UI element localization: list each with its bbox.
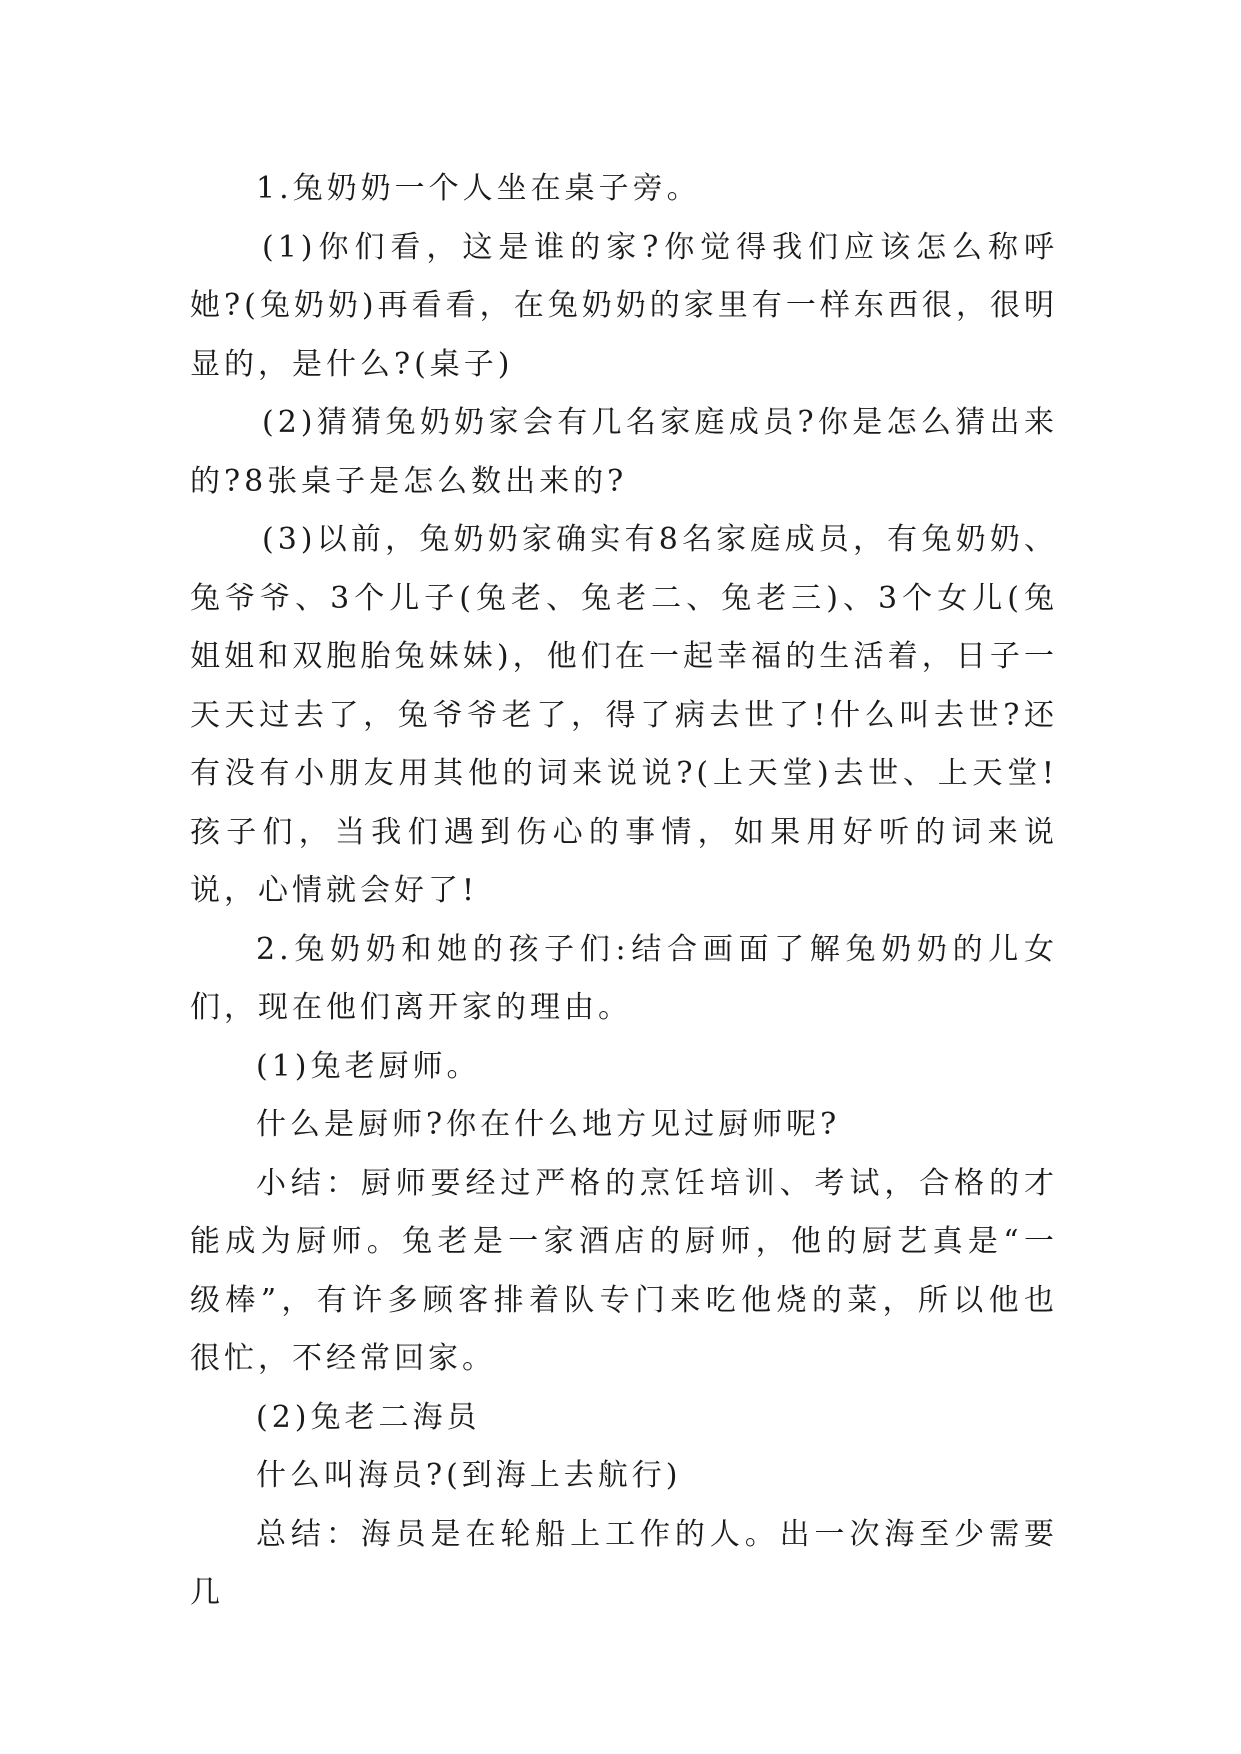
paragraph-section-1-title: 1.兔奶奶一个人坐在桌子旁。 <box>256 171 701 206</box>
paragraph-chef-summary: 小结：厨师要经过严格的烹饪培训、考试，合格的才能成为厨师。兔老是一家酒店的厨师，他的厨艺真是“一级棒”，有许多顾客排着队专门来吃他烧的菜，所以他也很忙，不经常回家。 <box>190 1165 1058 1376</box>
paragraph-chef-question: 什么是厨师?你在什么地方见过厨师呢? <box>256 1107 841 1142</box>
paragraph-subsection-sailor: (2)兔老二海员 <box>256 1399 481 1435</box>
document-body <box>190 160 1058 1623</box>
paragraph-sailor-summary: 总结：海员是在轮船上工作的人。出一次海至少需要几 <box>190 1516 1058 1610</box>
paragraph-sailor-question: 什么叫海员?(到海上去航行) <box>256 1458 682 1493</box>
paragraph-question-3: (3)以前，兔奶奶家确实有8名家庭成员，有兔奶奶、兔爷爷、3个儿子(兔老、兔老二、兔老三)、3个女儿(兔姐姐和双胞胎兔妹妹)，他们在一起幸福的生活着，日子一天天过去了，兔爷爷老了，得了病去世了!什么叫去世?还有没有小朋友用其他的词来说说?(上天堂)去世、上天堂!孩子们，当我们遇到伤心的事情，如果用好听的词来说说，心情就会好了! <box>190 522 1058 908</box>
paragraph-section-2-title: 2.兔奶奶和她的孩子们:结合画面了解兔奶奶的儿女们，现在他们离开家的理由。 <box>190 931 1058 1025</box>
paragraph-question-1: (1)你们看，这是谁的家?你觉得我们应该怎么称呼她?(兔奶奶)再看看，在兔奶奶的家里有一样东西很，很明显的，是什么?(桌子) <box>190 229 1058 382</box>
paragraph-question-2: (2)猜猜兔奶奶家会有几名家庭成员?你是怎么猜出来的?8张桌子是怎么数出来的? <box>190 405 1058 499</box>
paragraph-subsection-chef: (1)兔老厨师。 <box>256 1048 481 1084</box>
